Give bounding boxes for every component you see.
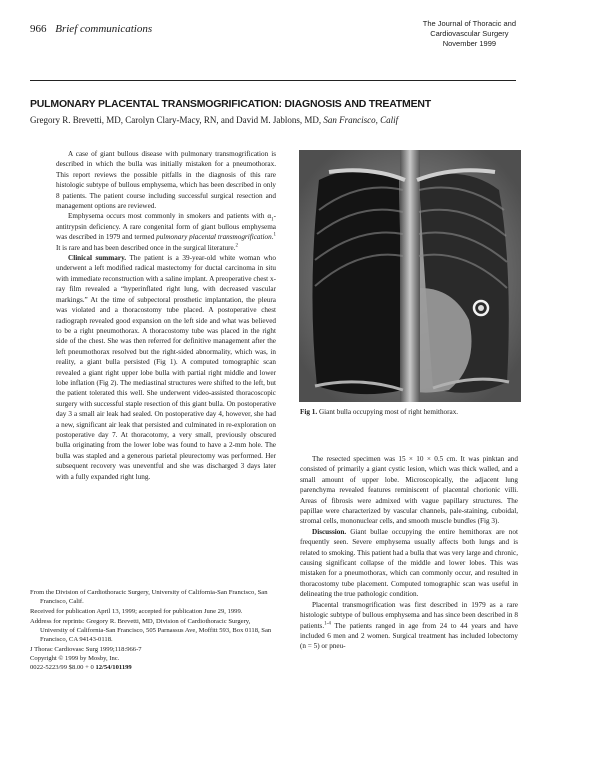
footnote-citation: J Thorac Cardiovasc Surg 1999;118:966-7 — [30, 646, 142, 653]
article-title: PULMONARY PLACENTAL TRANSMOGRIFICATION: DIAGNOSIS AND TREATMENT — [30, 98, 431, 110]
article-authors — [30, 115, 398, 125]
author-names: Gregory R. Brevetti, MD, Carolyn Clary-Macy, RN, and David M. Jablons, MD, — [30, 115, 322, 125]
left-column — [56, 149, 276, 482]
clinical-summary-paragraph: Clinical summary. The patient is a 39-year-old white woman who underwent a left modified radical mastectomy for ductal carcinoma in situ with immediate reconstruction with a saline implant. A preoperative chest x-ray film revealed a “hyperinflated right lung, with decreased vascular markings.” At the time of subpectoral prosthetic implantation, the pleura was violated and a thoracostomy tube placed. A postoperative chest radiograph revealed good expansion on the left side and what was believed to be a right pneumothorax. A thoracostomy tube was placed in the right side of the chest. She was then referred for definitive management after the left pneumothorax resolved but the right-sided abnormality, which was, in reality, a giant bulla persisted (Fig 1). A computed tomographic scan revealed a giant right upper lobe bulla with partial right middle and lower lobe inflation (Fig 2). The mediastinal structures were shifted to the left, but the patient tolerated this well. She underwent video-assisted thoracoscopic surgery with successful staple resection of this giant bulla. On postoperative day 3 a small air leak had sealed. On postoperative day 4, however, she had a new, significant air leak that persisted and culminated in re-exploration on postoperative day 7. At thoracotomy, a very small, previously obscured bulla originating from the lower lobe was found to have a 2-mm hole. The bulla was stapled and a generous parietal pleurectomy was performed. Her subsequent recovery was uneventful and she was discharged 3 days later with a fully expanded right lung. — [56, 254, 276, 481]
running-header-left — [30, 23, 152, 35]
chest-xray-image — [299, 150, 521, 402]
intro-paragraph: Emphysema occurs most commonly in smokers and patients with $\alpha_1$-antitrypsin deficiency. A rare congenital form of giant bullous emphysema was described in 1979 and termed pulmonary placental transmogrification.$^1$ It is rare and has been described once in the surgical literature.$^2$ — [56, 212, 276, 252]
footnotes — [30, 588, 276, 672]
figure-caption: Fig 1. Giant bulla occupying most of right hemithorax. — [300, 408, 459, 416]
running-header-right — [423, 19, 516, 49]
journal-name-line1: The Journal of Thoracic and — [422, 19, 516, 28]
term-italic: pulmonary placental transmogrification — [156, 233, 272, 242]
right-column — [300, 454, 518, 652]
footnote-address: Address for reprints: Gregory R. Brevetti, MD, Division of Cardiothoracic Surgery, University of California-San Francisco, 505 Parnassus Ave, Moffitt 593, Box 0118, San Francisco, CA 94143-0118. — [30, 618, 272, 643]
specimen-paragraph: The resected specimen was 15 × 10 × 0.5 cm. It was pinktan and consisted of primarily a giant cystic lesion, which was thick walled, and a small amount of upper lobe. Microscopically, the adjacent lung parenchyma revealed features reminiscent of placental chorionic villi. Areas of fibrosis were admixed with vague papillary structures. The papillae were characterized by vascular channels, pale-staining, cuboidal, stromal cells, mononuclear cells, and smooth muscle bundles (Fig 3). — [300, 455, 518, 526]
journal-date: November 1999 — [442, 39, 497, 48]
author-location: San Francisco, Calif — [323, 115, 399, 125]
section-name: Brief communications — [55, 23, 153, 35]
footnote-affiliation: From the Division of Cardiothoracic Surgery, University of California-San Francisco, San Francisco, Calif. — [30, 589, 268, 605]
figure-caption-label: Fig 1. — [300, 408, 318, 416]
footnote-copyright: Copyright © 1999 by Mosby, Inc. — [30, 655, 120, 662]
page-number: 966 — [30, 23, 47, 35]
clinical-summary-heading: Clinical summary. — [68, 254, 127, 263]
header-rule — [30, 80, 516, 81]
footnote-received: Received for publication April 13, 1999; accepted for publication June 29, 1999. — [30, 608, 243, 615]
chest-xray-figure — [299, 150, 521, 402]
discussion-paragraph: Discussion. Giant bullae occupying the entire hemithorax are not frequently seen. Severe emphysema usually affects both lungs and is related to smoking. This patient had a bulla that was very large and chronic, causing significant collapse of the middle and lower lobes. This was mistaken for a pneumothorax, which can commonly occur, and resulted in thoracostomy tube placement. Computed tomographic scan was useful in delineating the true pathologic condition. — [300, 527, 518, 599]
history-paragraph: Placental transmogrification was first described in 1979 as a rare histologic subtype of bullous emphysema and has since been described in 8 patients.$^{1-4}$ The patients ranged in age from 24 to 44 years and have included 6 men and 2 women. Surgical treatment has included lobectomy (n = 5) or pneu- — [300, 600, 518, 651]
journal-name-line2: Cardiovascular Surgery — [430, 29, 509, 38]
discussion-heading: Discussion. — [312, 527, 347, 536]
abstract-paragraph: A case of giant bullous disease with pulmonary transmogrification is described in which the bulla was initially mistaken for a pneumothorax. This report reviews the possible pitfalls in the diagnosis of this rare histologic subtype of bullous emphysema, which has been described in only 8 patients. The patient course including successful surgical resection and management options are reviewed. — [56, 150, 276, 211]
footnote-code: 0022-5223/99 $8.00 + 0 12/54/101199 — [30, 664, 132, 671]
